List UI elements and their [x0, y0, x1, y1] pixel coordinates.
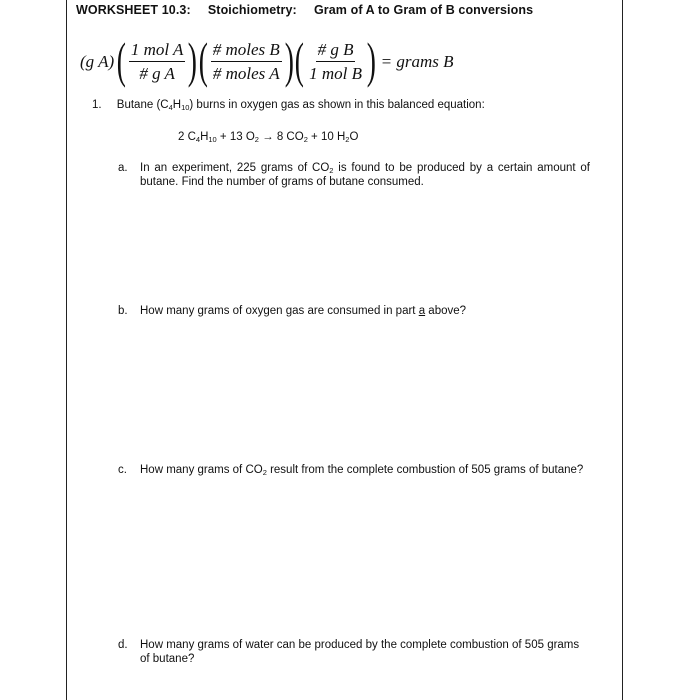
- part-a-subscript: 2: [329, 166, 334, 175]
- question-1-subscript: 4: [168, 103, 173, 112]
- equation-term: 2 C: [178, 131, 196, 143]
- part-a-text-segment: In an experiment, 225 grams of CO: [140, 162, 330, 174]
- formula-start: (g A): [80, 52, 115, 71]
- part-c-letter: c.: [118, 464, 127, 476]
- part-c-text: [140, 464, 590, 478]
- part-d-letter: d.: [118, 639, 128, 651]
- part-c-subscript: 2: [262, 468, 267, 477]
- formula-fraction-1: [129, 40, 186, 84]
- fraction-2-denominator: # moles A: [212, 64, 280, 83]
- equation-subscript: 2: [303, 135, 308, 144]
- equation-subscript: 4: [195, 135, 201, 144]
- formula-fraction-2: [211, 40, 282, 84]
- fraction-1-numerator: 1 mol A: [129, 40, 186, 62]
- part-d-text: How many grams of water can be produced by the complete combustion of 505 grams of butane?: [140, 639, 580, 665]
- question-1-text-part: ) burns in oxygen gas as shown in this balanced equation:: [189, 99, 485, 111]
- fraction-3-denominator: 1 mol B: [309, 64, 362, 83]
- part-b-text-segment: How many grams of oxygen gas are consumed in part: [140, 305, 419, 317]
- fraction-1-denominator: # g A: [139, 64, 175, 83]
- part-c-text-segment: result from the complete combustion of 505 grams of butane?: [266, 464, 584, 476]
- question-1-subscript: 10: [181, 103, 190, 112]
- question-1-number: 1.: [92, 99, 102, 111]
- part-a-letter: a.: [118, 162, 128, 174]
- title-label: WORKSHEET 10.3:: [76, 3, 191, 17]
- formula-result: = grams B: [380, 52, 454, 71]
- equation-term: H: [200, 131, 209, 143]
- question-1-text-part: Butane (C: [116, 99, 169, 111]
- conversion-formula: (g A) ( $\frac{\text{1 mol A}}{\text{\# g A}}$ ) ( $\frac{\text{\# moles B}}{\text{\# moles A}}$ ) ( $\frac{\text{\# g B}}{\text{1 mol B}}$ ) = grams B: [80, 32, 454, 88]
- left-border-line: [66, 0, 67, 700]
- equation-term: O: [349, 131, 359, 143]
- equation-subscript: 2: [345, 135, 350, 144]
- fraction-2-numerator: # moles B: [211, 40, 282, 62]
- part-b-text: [140, 305, 590, 319]
- equation-subscript: 2: [254, 135, 259, 144]
- worksheet-title: [76, 3, 533, 17]
- equation-term: + 13 O: [216, 131, 255, 143]
- equation-subscript: 10: [208, 135, 217, 144]
- part-b-letter: b.: [118, 305, 128, 317]
- equation-term: + 10 H: [307, 131, 346, 143]
- part-b-underlined-letter: a: [418, 305, 426, 317]
- title-topic: Gram of A to Gram of B conversions: [313, 3, 534, 17]
- question-1-text-part: H: [172, 99, 182, 111]
- title-subject: Stoichiometry:: [207, 3, 297, 17]
- part-c-text-segment: How many grams of CO: [140, 464, 263, 476]
- formula-fraction-3: [307, 40, 364, 84]
- equation-term: → 8 CO: [258, 131, 304, 143]
- question-1-prompt: [92, 99, 485, 111]
- part-a-text: [140, 162, 590, 189]
- part-b-text-segment: above?: [425, 305, 467, 317]
- part-a-text-segment: is found to be produced by a certain amount of butane. Find the number of grams of butane consumed.: [140, 162, 590, 188]
- right-border-line: [622, 0, 623, 700]
- fraction-3-numerator: # g B: [316, 40, 356, 62]
- balanced-equation: [178, 131, 358, 143]
